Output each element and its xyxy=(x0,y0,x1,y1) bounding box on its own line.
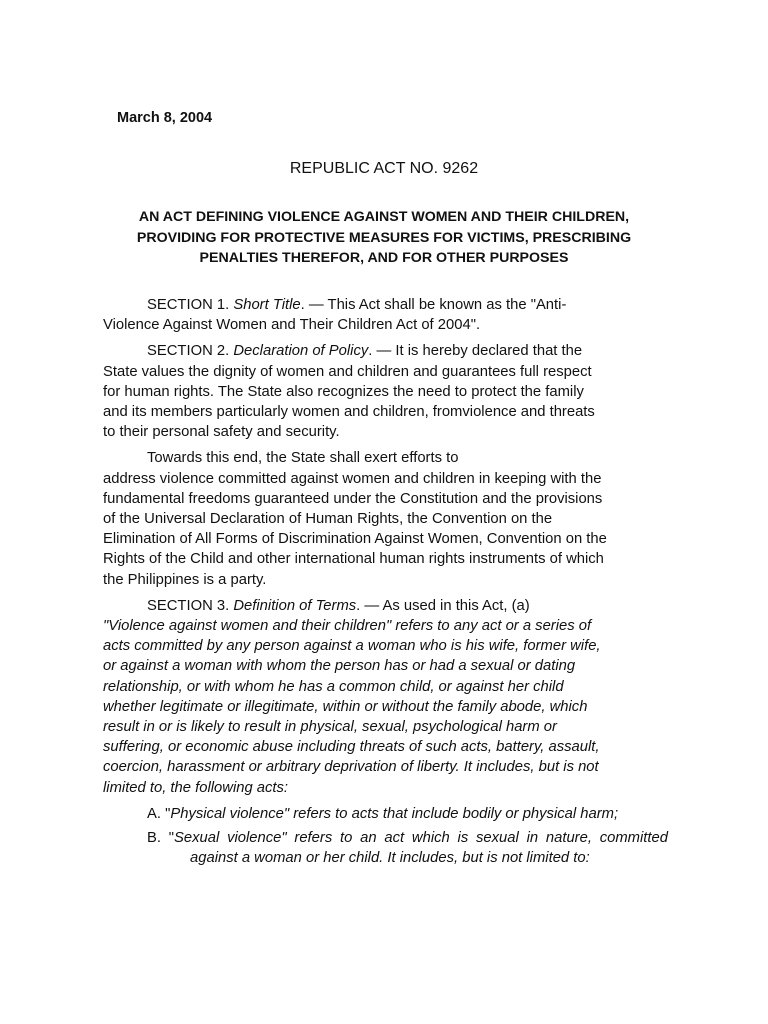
list-item-a xyxy=(147,804,668,824)
act-number: REPUBLIC ACT NO. 9262 xyxy=(289,160,479,177)
section-label: SECTION 3. xyxy=(147,597,230,614)
section-label: SECTION 1. xyxy=(147,297,230,313)
act-title xyxy=(90,207,678,269)
section-heading: Short Title xyxy=(233,297,301,313)
section-text: . — It is hereby declared that the xyxy=(368,343,583,360)
section-text: address violence committed against women and children in keeping with the xyxy=(103,470,602,487)
section-text: to their personal safety and security. xyxy=(103,424,340,441)
definition-text: whether legitimate or illegitimate, within or without the family abode, which xyxy=(103,698,588,715)
definition-text: "Violence against women and their children" refers to any act or a series of xyxy=(103,618,592,635)
section-text: State values the dignity of women and children and guarantees full respect xyxy=(103,363,592,380)
section-heading: Declaration of Policy xyxy=(233,343,369,360)
section-text: . — As used in this Act, (a) xyxy=(356,597,530,614)
term-definition: " refers to an act which is sexual in nature, committed against a woman or her child. It includes, but is not limited to: xyxy=(190,830,668,867)
definition-text: coercion, harassment or arbitrary deprivation of liberty. It includes, but is not xyxy=(103,759,599,776)
section-3 xyxy=(103,596,668,798)
document-date: March 8, 2004 xyxy=(117,110,213,126)
list-marker: A. " xyxy=(147,805,171,822)
section-2-paragraph-2 xyxy=(103,448,668,589)
section-heading: Definition of Terms xyxy=(233,597,357,614)
definition-text: suffering, or economic abuse including threats of such acts, battery, assault, xyxy=(103,739,600,756)
section-label: SECTION 2. xyxy=(147,343,230,360)
term-definition: " refers to acts that include bodily or physical harm; xyxy=(283,805,619,822)
list-marker: B. " xyxy=(147,830,175,847)
section-text: Violence Against Women and Their Children Act of 2004". xyxy=(103,317,481,334)
section-text: of the Universal Declaration of Human Rights, the Convention on the xyxy=(103,511,553,528)
term-text: Sexual violence xyxy=(174,830,282,847)
list-item-b xyxy=(147,828,668,868)
section-text: Elimination of All Forms of Discrimination Against Women, Convention on the xyxy=(103,531,607,548)
section-text: for human rights. The State also recognizes the need to protect the family xyxy=(103,383,584,400)
act-title-line: PENALTIES THEREFOR, AND FOR OTHER PURPOSES xyxy=(199,250,569,266)
section-text: Rights of the Child and other international human rights instruments of which xyxy=(103,551,604,568)
section-text: Towards this end, the State shall exert efforts to xyxy=(147,450,459,467)
section-text: fundamental freedoms guaranteed under the Constitution and the provisions xyxy=(103,490,603,507)
section-text: the Philippines is a party. xyxy=(103,571,267,588)
definition-text: or against a woman with whom the person has or had a sexual or dating xyxy=(103,658,576,675)
document-body xyxy=(103,295,668,868)
act-title-line: AN ACT DEFINING VIOLENCE AGAINST WOMEN AND THEIR CHILDREN, xyxy=(138,209,630,225)
act-title-line: PROVIDING FOR PROTECTIVE MEASURES FOR VICTIMS, PRESCRIBING xyxy=(136,229,632,246)
definition-text: relationship, or with whom he has a common child, or against her child xyxy=(103,678,564,695)
definition-text: acts committed by any person against a woman who is his wife, former wife, xyxy=(103,638,601,655)
section-2 xyxy=(103,341,668,442)
term-text: Physical violence xyxy=(170,805,284,822)
definition-text: limited to, the following acts: xyxy=(103,779,289,796)
section-text: . — This Act shall be known as the "Anti- xyxy=(300,297,567,313)
section-text: and its members particularly women and children, fromviolence and threats xyxy=(103,404,595,421)
section-1 xyxy=(103,295,668,335)
definition-text: result in or is likely to result in physical, sexual, psychological harm or xyxy=(103,719,557,736)
